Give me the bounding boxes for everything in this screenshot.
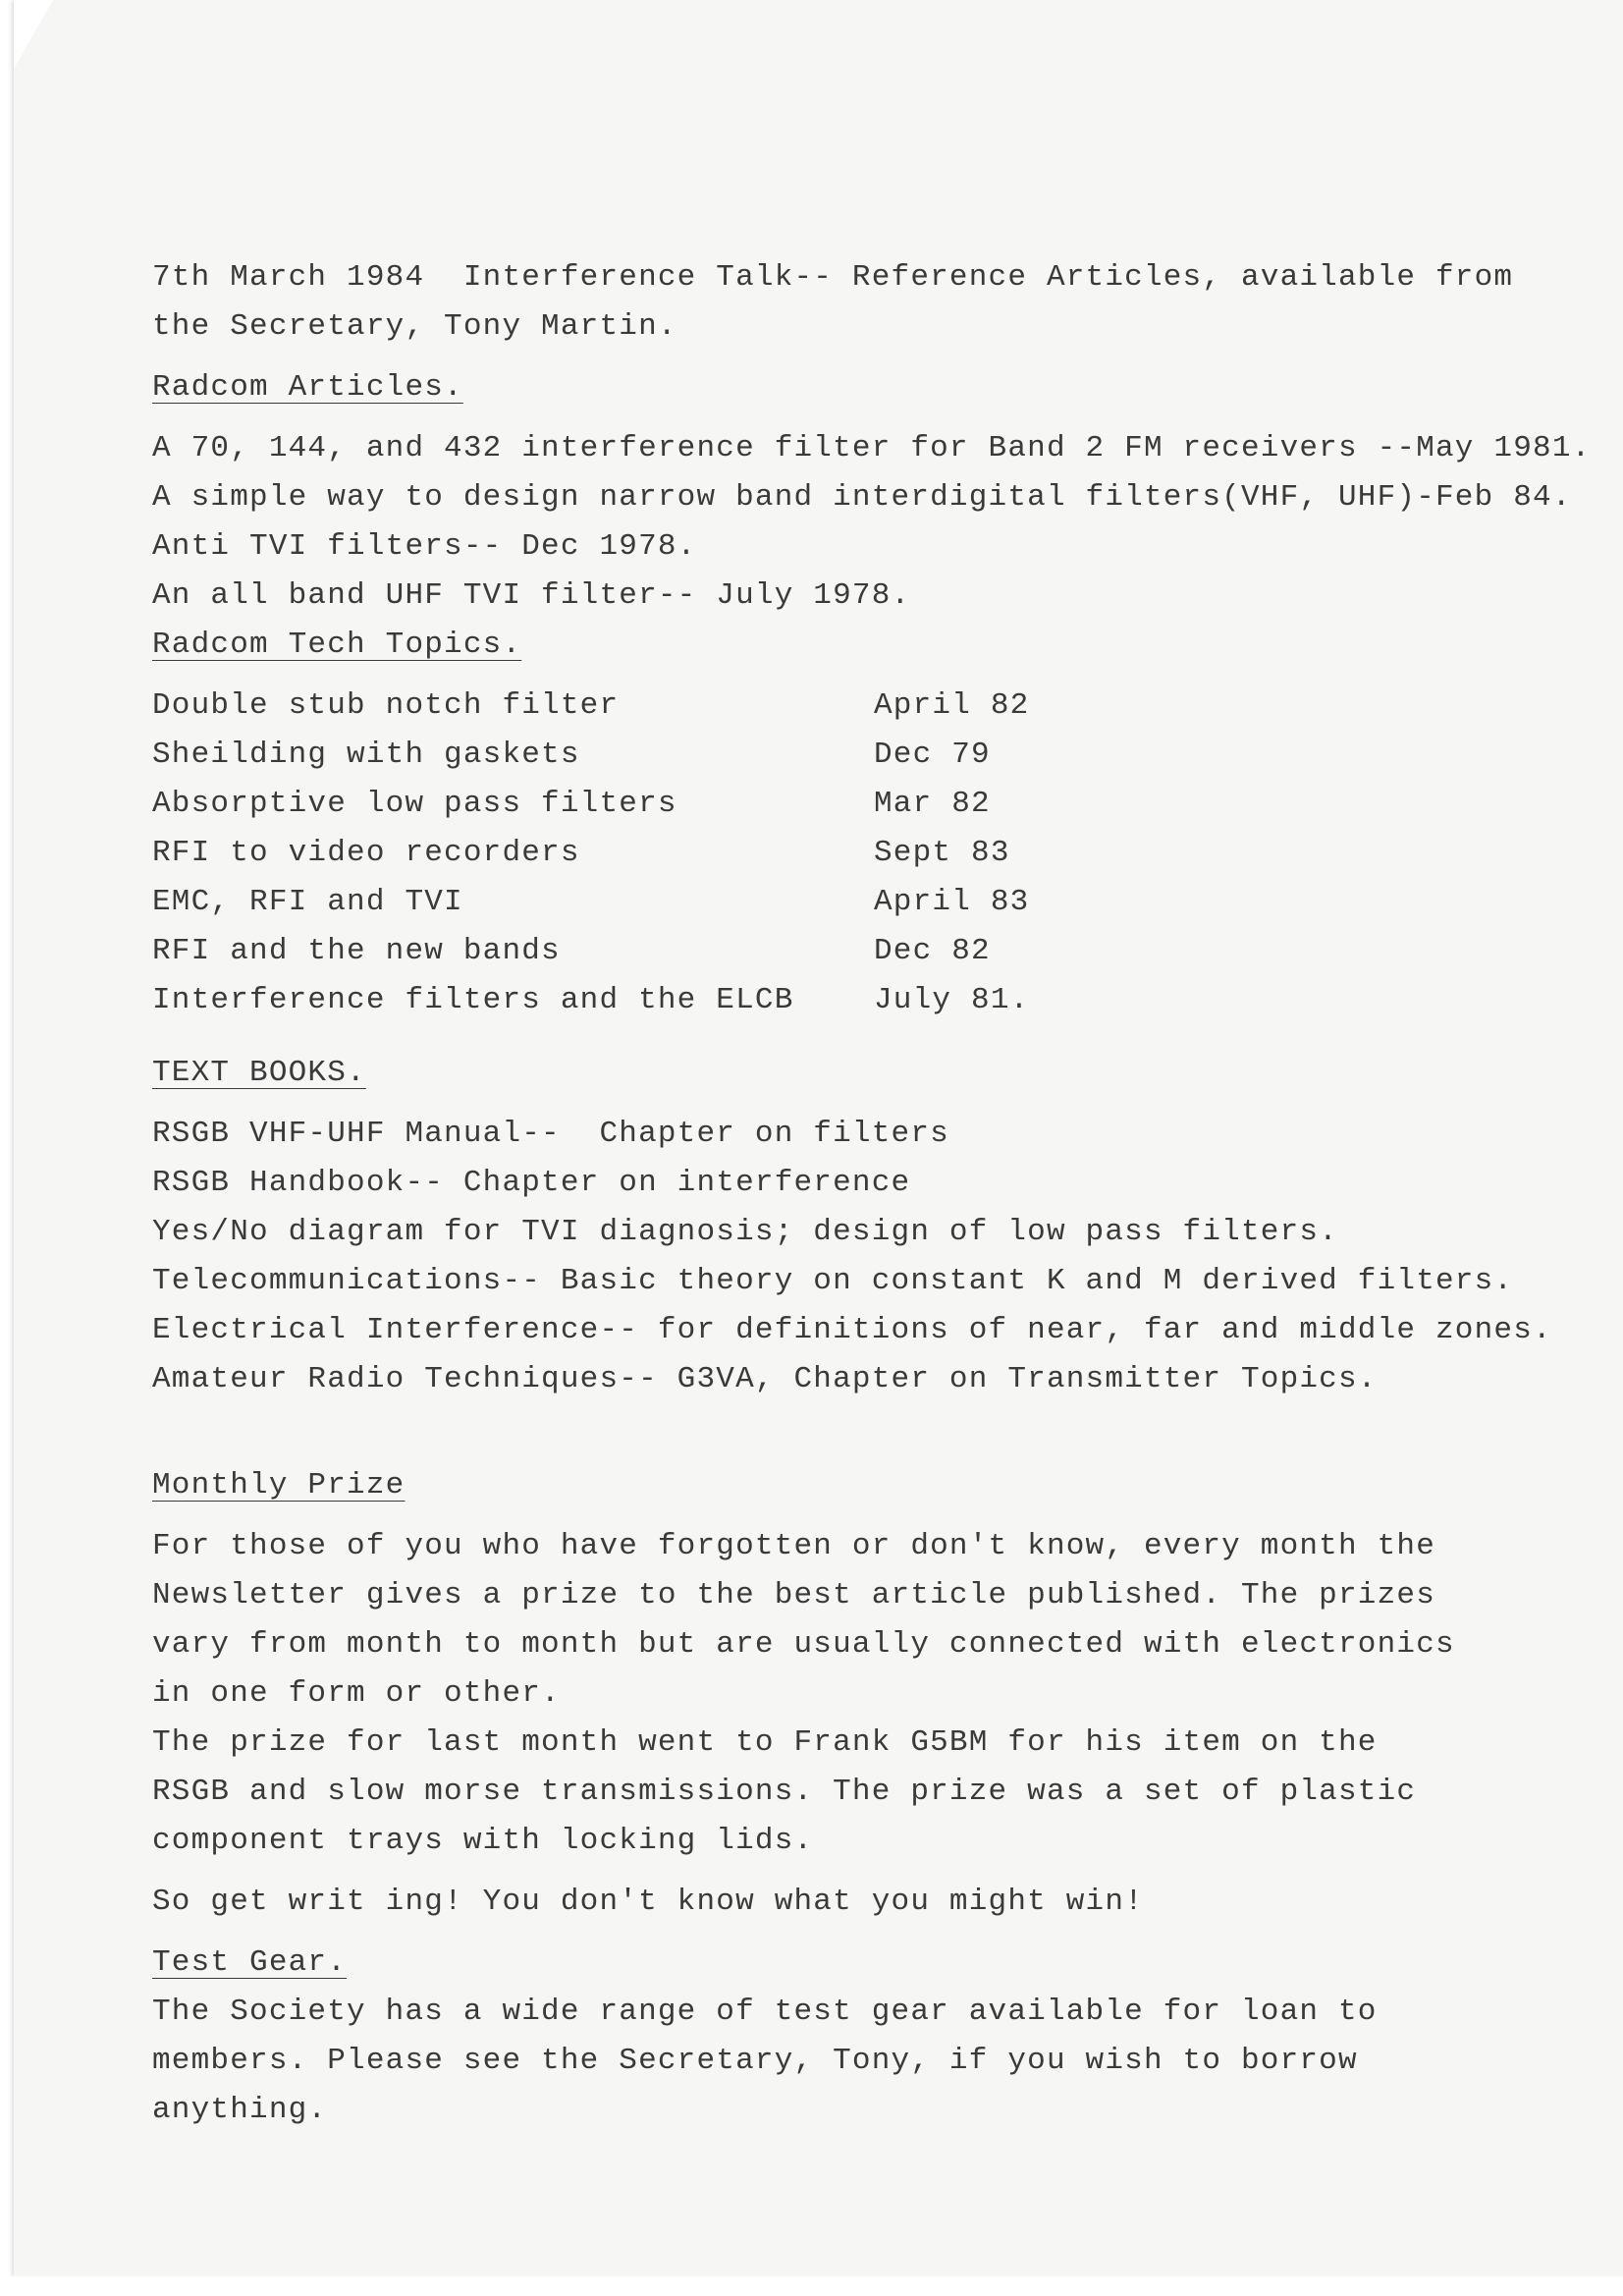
monthly-prize-heading: Monthly Prize <box>152 1468 406 1503</box>
article-item: A simple way to design narrow band interdigital filters(VHF, UHF)-Feb 84. <box>152 480 1572 515</box>
article-item: A 70, 144, and 432 interference filter for Band 2 FM receivers --May 1981. <box>152 431 1592 465</box>
topic-date: April 83 <box>874 885 1030 919</box>
topic-title: EMC, RFI and TVI <box>152 885 463 919</box>
prize-text-line: The prize for last month went to Frank G5BM for his item on the <box>152 1725 1378 1760</box>
topic-row <box>152 780 1605 829</box>
book-item: Telecommunications-- Basic theory on constant K and M derived filters. <box>152 1264 1514 1298</box>
book-item: Yes/No diagram for TVI diagnosis; design of low pass filters. <box>152 1215 1338 1249</box>
test-gear-heading: Test Gear. <box>152 1945 348 1980</box>
test-gear-line: anything. <box>152 2093 328 2127</box>
prize-text-line: Newsletter gives a prize to the best article published. The prizes <box>152 1578 1435 1613</box>
book-item: RSGB VHF-UHF Manual-- Chapter on filters <box>152 1117 949 1151</box>
topic-date: Dec 82 <box>874 934 991 968</box>
scan-margin <box>0 2276 1623 2296</box>
topic-title: RFI to video recorders <box>152 836 580 870</box>
topic-title: Double stub notch filter <box>152 688 620 723</box>
book-item: Electrical Interference-- for definitions of near, far and middle zones. <box>152 1313 1552 1347</box>
text-books-heading: TEXT BOOKS. <box>152 1056 366 1090</box>
topic-title: Absorptive low pass filters <box>152 787 677 821</box>
radcom-articles-heading: Radcom Articles. <box>152 370 463 405</box>
prize-text-line: component trays with locking lids. <box>152 1824 814 1858</box>
topic-date: April 82 <box>874 688 1030 723</box>
topic-row <box>152 927 1605 976</box>
test-gear-line: members. Please see the Secretary, Tony, if you wish to borrow <box>152 2044 1358 2078</box>
article-item: An all band UHF TVI filter-- July 1978. <box>152 578 911 613</box>
topic-row <box>152 878 1605 927</box>
topic-row <box>152 731 1605 780</box>
topic-date: Dec 79 <box>874 738 991 772</box>
intro-line-2: the Secretary, Tony Martin. <box>152 309 677 344</box>
test-gear-line: The Society has a wide range of test gear available for loan to <box>152 1995 1378 2029</box>
typed-document <box>152 253 1605 2135</box>
prize-text-line: RSGB and slow morse transmissions. The prize was a set of plastic <box>152 1775 1417 1809</box>
book-item: Amateur Radio Techniques-- G3VA, Chapter on Transmitter Topics. <box>152 1362 1378 1396</box>
torn-corner <box>14 0 53 69</box>
topic-row <box>152 829 1605 878</box>
topic-date: Mar 82 <box>874 787 991 821</box>
prize-closing-line: So get writ ing! You don't know what you might win! <box>152 1885 1144 1919</box>
book-item: RSGB Handbook-- Chapter on interference <box>152 1166 911 1200</box>
topic-title: Interference filters and the ELCB <box>152 983 794 1017</box>
topic-row <box>152 682 1605 731</box>
topic-row <box>152 976 1605 1025</box>
topic-date: Sept 83 <box>874 836 1010 870</box>
tech-topics-heading: Radcom Tech Topics. <box>152 628 522 662</box>
prize-text-line: in one form or other. <box>152 1676 561 1711</box>
prize-text-line: For those of you who have forgotten or don't know, every month the <box>152 1529 1435 1563</box>
topic-date: July 81. <box>874 983 1030 1017</box>
prize-text-line: vary from month to month but are usually connected with electronics <box>152 1627 1455 1662</box>
article-item: Anti TVI filters-- Dec 1978. <box>152 529 697 564</box>
topic-title: RFI and the new bands <box>152 934 561 968</box>
intro-line-1: 7th March 1984 Interference Talk-- Reference Articles, available from <box>152 260 1514 295</box>
topic-title: Sheilding with gaskets <box>152 738 580 772</box>
